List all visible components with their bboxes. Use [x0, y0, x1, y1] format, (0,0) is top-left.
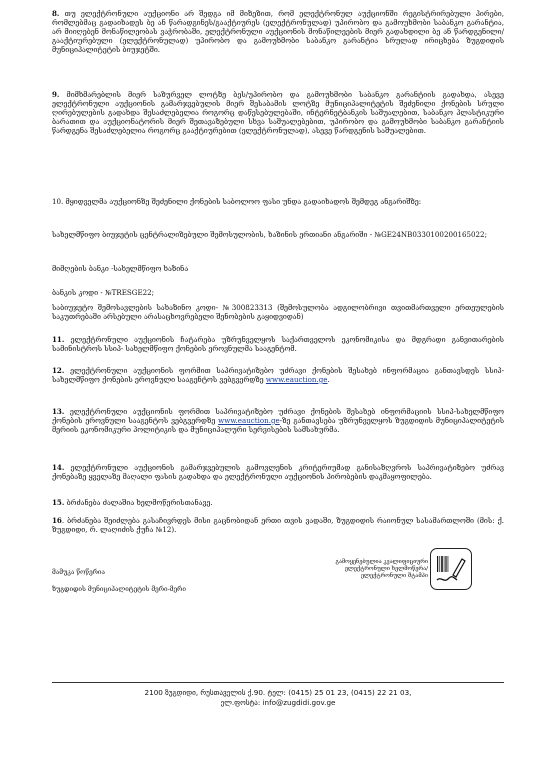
- paragraph-8: [52, 10, 504, 55]
- paragraph-10: [52, 198, 504, 207]
- paragraph-number: 16: [52, 516, 62, 525]
- paragraph-12: [52, 367, 504, 385]
- paragraph-text: ელექტრონული აუქციონის ფორმით საპრივატიზებო უძრავი ქონების შესახებ ინფორმაციის სსიპ-სახელმწიფო ქონების ეროვნული სააგენტოს ვებგვერდზე: [52, 407, 504, 425]
- eauction-link[interactable]: www.eauction.ge: [265, 374, 328, 384]
- paragraph-text: . ბრძანება შეიძლება გასაჩივრდეს მისი გაცნობიდან ერთი თვის ვადაში, ზუგდიდის რაიონულ სასამართლოში (მის: ქ. ზუგდიდი, რ. ლაღიძის ქუჩა №12).: [52, 516, 504, 534]
- signer-position: ზუგდიდის მუნიციპალიტეტის მერი-მერი: [52, 585, 186, 593]
- paragraph-tail: -ზე განთავსება უზრუნველყოს ზუგდიდის მუნიციპალიტეტის მერიის ეკონომიკური პოლიტიკის და მუნიციპალური სერვისების სამსახურმა.: [52, 415, 504, 434]
- bank-code: [52, 289, 504, 298]
- paragraph-14: [52, 464, 504, 482]
- paragraph-text: ელექტრონული აუქციონის ჩატარება უზრუნველყოს საქართველოს ეკონომიკისა და მდგრადი განვითარების სამინისტროს სსიპ- სახელმწიფო ქონების ეროვნულმა სააგენტომ.: [52, 335, 504, 353]
- footer-email: ელ.ფოსტა: info@zugdidi.gov.ge: [220, 697, 336, 707]
- eauction-link[interactable]: www.eauction.ge: [218, 415, 280, 425]
- paragraph-text: ელექტრონული აუქციონის გამარჯვებულის გამოვლენის კრიტერიუმად განისაზღვროს საპრივატიზებო უძრავ ქონებაზე ყველაზე მაღალი ფასის გადახდა და ელექტრონული აუქციონის პირობების დაკმაყოფილება.: [52, 463, 504, 481]
- signer-name: მამუკა წოწერია: [52, 568, 105, 576]
- treasury-account-text: სახელმწიფო ბიუჯეტის ცენტრალიზებული შემოსულობის, ხაზინის ერთიანი ანგარიში - №GE24NB0330100200165022;: [52, 230, 487, 239]
- paragraph-text: ელექტრონული აუქციონის ფორმით საპრივატიზებო უძრავი ქონების შესახებ ინფორმაცია განთავსდეს სსიპ-სახელმწიფო ქონების ეროვნული სააგენტოს ვებგვერდზე: [52, 366, 504, 384]
- bank-code-text: ბანკის კოდი - №TRESGE22;: [52, 288, 155, 297]
- paragraph-number: 8.: [52, 9, 60, 18]
- paragraph-9: [52, 91, 504, 136]
- bank-name: [52, 265, 504, 274]
- footer-address: 2100 ზუგდიდი, რუსთაველის ქ.90. ტელ: (0415) 25 01 23, (0415) 22 21 03,: [144, 688, 412, 697]
- footer-contact: [52, 688, 504, 707]
- paragraph-16: [52, 517, 504, 535]
- paragraph-tail: .: [327, 374, 330, 384]
- budget-code: [52, 304, 504, 322]
- paragraph-number: 12.: [52, 366, 65, 375]
- paragraph-15: [52, 499, 504, 508]
- paragraph-text: მიმხმარებლის მიერ საზურველ ლოტზე ბეს/უპირობო და გამოუხმობი საბანკო გარანტიის გადახდა, ასევე ელექტრონული აუქციონის გამარჯვებულის მიერ შესაბამის ლოტზე მუნიციპალიტეტის შეძენილი ქონების სრული ღირებულების გადახდა შესაძლებელია როგორც დაწესებულებაში, ინტერნეტბანკის საშუალებით, საბანკო პლასტიკური ბარათით და აუქციონატორის მიერ შეთავაზებული სხვა საშუალებებით, უპირობო და გამოუხმობი საბანკო გარანტიის წარდგენა შესაძლებელია როგორც გააქტიურებით (ელექტრონულად), ასევე წარდგენის საშუალებით.: [52, 90, 504, 135]
- paragraph-11: [52, 336, 504, 354]
- paragraph-text: თუ ელექტრონული აუქციონი არ შედგა იმ მიზეზით, რომ ელექტრონულ აუქციონში რეგისტრირებული პირები, რომლებმაც გადაიხადეს ბე ან წარადგინეს/გააქტიურეს (ელექტრონულად) უპირობო და გამოუხმობი საბანკო გარანტია, არ მიიღებენ მონაწილეობას ვაჭრობაში, ელექტრონული აუქციონის მონაწილეების მიერ გადახდილი ბე ან წარდგენილი/ გააქტიურებული (ელექტრონულად) უპირობო და გამოუხმობი საბანკო გარანტია სრულად ირიცხება ზუგდიდის მუნიციპალიტეტის ბიუჯეტში.: [52, 9, 504, 54]
- paragraph-13: [52, 408, 504, 435]
- paragraph-number: 13.: [52, 407, 65, 416]
- paragraph-number: 10: [52, 197, 62, 206]
- paragraph-text: ბრძანება ძალაშია ხელმოწერისთანავე.: [64, 498, 213, 507]
- paragraph-number: 15.: [52, 498, 65, 507]
- budget-code-text: საბიუჯეტო შემოსავლების სახაზინო კოდი- №300823313 (შემოსულობა ადგილობრივი თვითმართველი ერთეულების საკუთრებაში არსებული არასაცხოვრებელი შენობების გაყიდვიდან): [52, 303, 504, 321]
- qualified-signature-note: გამოყენებულია კვალიფიციური ელექტრონული ხელმოწერა/ ელექტრონული შტამპი: [335, 559, 428, 579]
- treasury-account: [52, 231, 504, 240]
- paragraph-number: 11.: [52, 335, 65, 344]
- paragraph-number: 14.: [52, 463, 65, 472]
- footer-divider: [52, 682, 504, 683]
- paragraph-number: 9.: [52, 90, 60, 99]
- electronic-signature-stamp-icon: [430, 548, 472, 590]
- paragraph-text: . მყიდველმა აუქციონზე შეძენილი ქონების საბოლოო ფასი უნდა გადაიხადოს შემდეგ ანგარიშზე:: [61, 197, 422, 206]
- bank-name-text: მიმღების ბანკი -სახელმწიფო ხაზინა: [52, 264, 189, 273]
